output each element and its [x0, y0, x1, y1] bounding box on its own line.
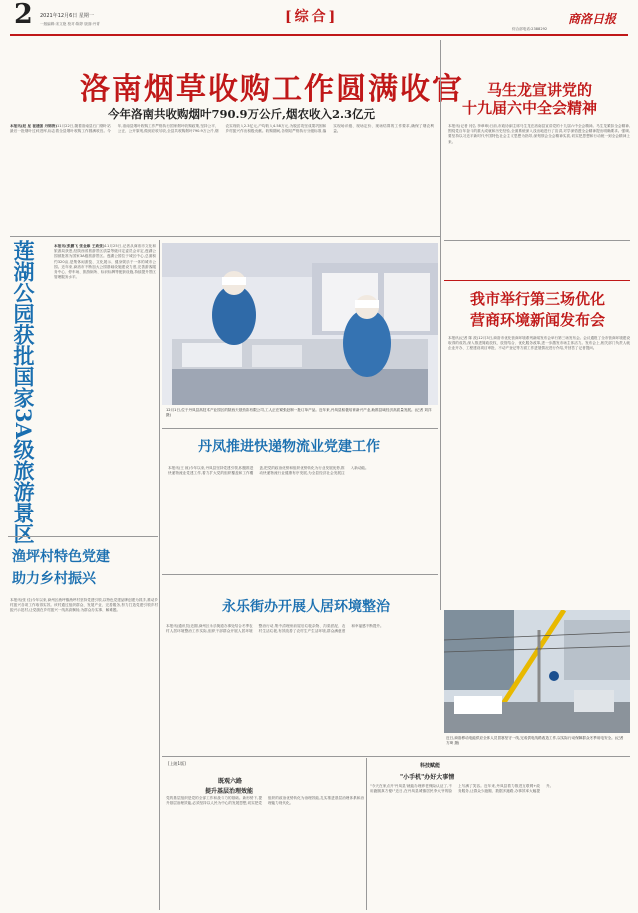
lead-body-text: 11月22日,随着洛南县石门烟叶站最后一批烟叶过秤进库,标志着全县烟叶收购工作圆满收官。今年,洛南县烟叶收购工作严格执行国家烟叶收购政策,坚持公平、公正、公开原则,做到应收尽收,全县共收购烟叶790.9万公斤,烟农实现收入2.3亿元,户均收入4.58万元,为脱贫攻坚成果巩固和乡村振兴作出积极贡献。收购期间,各烟站严格执行分级标准,落实现场评级、现场定价、现场结算的工作要求,确保了烟农利益。 — [10, 124, 434, 134]
yuping-body: 本报讯(张 佳)今年以来,商州区渔坪镇渔坪村坚持党建引领,以特色党建品牌创建为抓手,推动乡村振兴各项工作取得实效。该村通过组织群众、发展产业、完善服务,努力打造党建引领乡村振兴示范村,让党旗在乡村振兴一线高高飘扬,为群众办实事、解难题。 — [10, 598, 158, 613]
factory-photo — [162, 243, 438, 405]
lake-title: 莲湖公园获批国家3A级旅游景区 — [11, 240, 36, 544]
masthead-logo: 商洛日报 — [568, 12, 617, 26]
lake-byline: 本报讯(张鹏飞 张金雄 王政张) — [54, 244, 105, 248]
column-rule — [159, 240, 160, 910]
rule — [162, 756, 630, 757]
ma-title-2: 十九届六中全会精神 — [462, 99, 598, 117]
page-number: 2 — [14, 0, 33, 30]
rule — [8, 536, 158, 537]
ma-title-1: 马生龙宣讲党的 — [487, 81, 593, 99]
yongle-title: 永乐街办开展人居环境整治 — [222, 599, 390, 615]
column-body: 党的基层组织是党的全部工作和战斗力的基础。新形势下,提升基层治理效能,必须坚持以人民为中心的发展思想,切实把党组织的政治优势转化为治理效能,扎实推进基层治理体系和治理能力现代化。 — [166, 796, 364, 806]
page-header — [0, 0, 638, 32]
lake-body-text: 11月25日,记者从商洛市文化和旅游局获悉,经陕西省旅游景区质量等级评定委员会评定,莲湖公园被批准为国家3A级旅游景区。莲湖公园位于城区中心,总面积约320亩,是集休闲游览、文化展示、健身娱乐于一体的城市公园。近年来,商洛市不断加大公园基础设施建设力度,完善游客服务中心、停车场、旅游厕所、标识标牌等配套设施,持续提升景区管理服务水平。 — [54, 244, 156, 280]
yuping-title-2: 助力乡村振兴 — [12, 571, 96, 587]
column-title-2: 提升基层治理效能 — [205, 788, 254, 795]
rule — [10, 236, 440, 237]
column-rule — [366, 758, 367, 910]
tech-title: "小手机"办好大事情 — [400, 774, 455, 781]
ma-body: 本报讯(记者 闫弘 李章章)日前,市政协副主席马生龙在洛南县宣讲党的十九届六中全会精神。马生龙紧扣全会精神,围绕党百年奋斗的重大成就和历史经验,全面系统深入浅出地进行了宣讲,对学深悟透全会精神提出明确要求。强调,要坚持以习近平新时代中国特色社会主义思想为指导,深刻领会全会精神实质,切实把思想和行动统一到全会精神上来。 — [448, 124, 630, 144]
lake-body — [54, 244, 156, 536]
lead-body — [10, 124, 434, 206]
powerline-photo — [444, 610, 630, 733]
factory-photo-image — [162, 243, 438, 405]
section-name: 综合 — [294, 9, 329, 25]
forum-title-2: 营商环境新闻发布会 — [470, 311, 606, 329]
rule — [444, 240, 630, 241]
editor-line: 一版编辑:宋文艳 校对:陈婷 版面:丹青 — [40, 22, 100, 26]
rule — [162, 574, 438, 575]
forum-title-1: 我市举行第三场优化 — [470, 290, 606, 308]
yuping-title-1: 渔坪村特色党建 — [12, 549, 110, 565]
lead-title: 洛南烟草收购工作圆满收官 — [80, 72, 464, 107]
rule — [162, 428, 438, 429]
yongle-body: 本报讯(通讯员)近期,商州区永乐街道办事处结合冬季农村人居环境整治工作实际,组织干部群众开展人居环境整治行动,集中清理房前屋后垃圾杂物、沟渠淤泥、农村生活垃圾,有效改善了农村生产生活环境,群众满意度和幸福感不断提升。 — [166, 624, 384, 634]
rule — [444, 280, 630, 281]
column-title-1: 既观六路 — [218, 778, 243, 785]
column-rule — [440, 40, 441, 610]
logistics-body: 本报讯(王 琼)今年以来,丹凤县坚持党建引领,积极推进快递物流业党建工作,着力扩大党的组织覆盖和工作覆盖,把党的政治优势和组织优势转化为行业发展优势,推动快递物流行业健康有序发展,为全县经济社会发展注入新动能。 — [168, 466, 369, 476]
factory-photo-caption: 12月1日,位于丹凤县高技术产业园区的陕西天基劲彩有限公司,工人正在紧张赶制一批订单产品。近年来,丹凤县积极培育新兴产业,助推县域经济高质量发展。(记者 刘洋 摄) — [166, 408, 432, 417]
forum-body: 本报讯(记者 陈 波)12月3日,商洛市优化营商环境系列新闻发布会举行第三场发布会。会议通报了全市营商环境建设取得的成效,深入推进简政放权、放管结合、优化服务改革,进一步激发市场主体活力。发布会上,相关部门负责人就企业开办、工程建设项目审批、不动产登记等方面工作进展情况进行介绍,并回答了记者提问。 — [448, 336, 630, 351]
column-label: [上陵1版] — [168, 761, 186, 766]
phone-note: 综合部电话:2388292 — [512, 27, 548, 31]
tech-kicker: 科技赋能 — [420, 763, 441, 769]
powerline-photo-caption: 近日,商洛移动电能供应全体人员冒寒坚守一线,完成供电线路改造工作,以实际行动保障群众冬季用电安全。(记者 方琦 摄) — [446, 736, 624, 745]
tech-body: "今天在家点开'丹凤县'就能办理养老保险认证了,不用跑腿真方便!"近日,在丹凤县城镇居民李大爷的脸上写满了笑容。近年来,丹凤县着力推进互联网+政务服务,让群众少跑腿、数据多跑路,办事效率大幅提升。 — [370, 784, 554, 794]
logistics-title: 丹凤推进快递物流业党建工作 — [198, 439, 380, 455]
lead-subtitle: 今年洛南共收购烟叶790.9万公斤,烟农收入2.3亿元 — [108, 107, 376, 121]
header-rule — [10, 34, 628, 36]
powerline-photo-image — [444, 610, 630, 733]
section-label: [综合] — [285, 9, 339, 25]
lead-byline: 本报讯(赵 星 崔建强 丹锦涛) — [10, 124, 57, 128]
issue-date: 2021年12月6日 星期一 — [40, 13, 94, 19]
